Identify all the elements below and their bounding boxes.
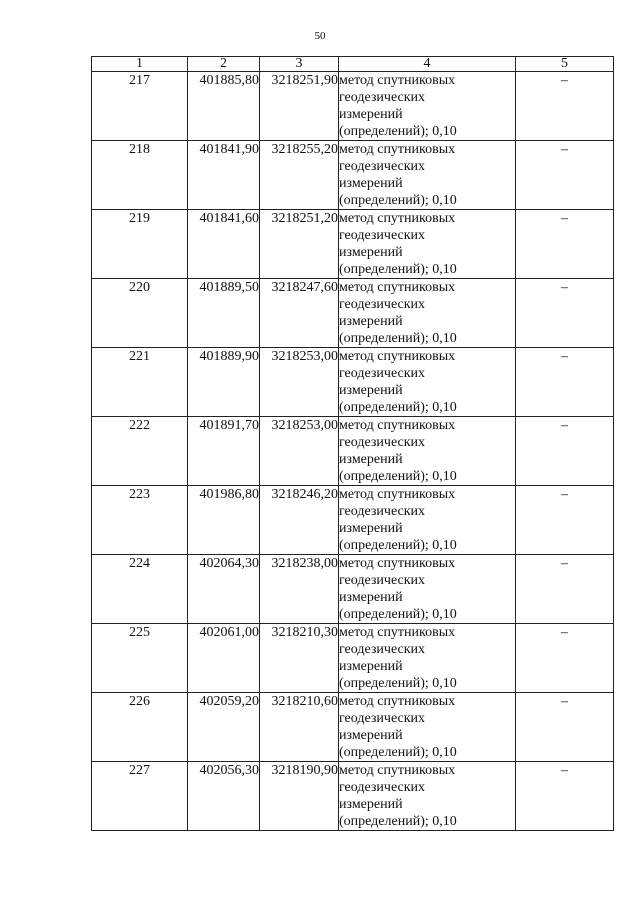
method-description bbox=[339, 279, 516, 348]
header-row bbox=[92, 57, 614, 72]
method-line: метод спутниковых bbox=[339, 487, 456, 502]
method-description bbox=[339, 348, 516, 417]
method-line: (определений); 0,10 bbox=[339, 676, 457, 691]
table-row bbox=[92, 486, 614, 555]
point-number: 217 bbox=[92, 72, 188, 141]
coordinate-x: 401885,80 bbox=[188, 72, 260, 141]
method-line: геодезических bbox=[339, 159, 426, 174]
point-number: 227 bbox=[92, 762, 188, 831]
method-line: измерений bbox=[339, 659, 403, 674]
method-line: геодезических bbox=[339, 366, 426, 381]
method-line: (определений); 0,10 bbox=[339, 262, 457, 277]
method-line: метод спутниковых bbox=[339, 625, 456, 640]
method-line: измерений bbox=[339, 107, 403, 122]
method-line: измерений bbox=[339, 245, 403, 260]
coordinate-y: 3218210,60 bbox=[260, 693, 339, 762]
method-description bbox=[339, 486, 516, 555]
coordinate-x: 402056,30 bbox=[188, 762, 260, 831]
method-line: (определений); 0,10 bbox=[339, 814, 457, 829]
method-description bbox=[339, 72, 516, 141]
point-number: 224 bbox=[92, 555, 188, 624]
coordinate-y: 3218246,20 bbox=[260, 486, 339, 555]
page-number: 50 bbox=[314, 30, 326, 42]
note-dash: – bbox=[516, 141, 614, 210]
method-line: (определений); 0,10 bbox=[339, 607, 457, 622]
note-dash: – bbox=[516, 210, 614, 279]
method-line: (определений); 0,10 bbox=[339, 538, 457, 553]
method-description bbox=[339, 762, 516, 831]
coordinate-x: 401841,90 bbox=[188, 141, 260, 210]
table-row bbox=[92, 624, 614, 693]
coordinate-x: 401889,50 bbox=[188, 279, 260, 348]
note-dash: – bbox=[516, 624, 614, 693]
method-line: геодезических bbox=[339, 297, 426, 312]
coordinate-y: 3218255,20 bbox=[260, 141, 339, 210]
note-dash: – bbox=[516, 348, 614, 417]
method-description bbox=[339, 141, 516, 210]
table-row bbox=[92, 555, 614, 624]
method-line: метод спутниковых bbox=[339, 280, 456, 295]
method-line: измерений bbox=[339, 797, 403, 812]
table-row bbox=[92, 210, 614, 279]
coordinate-y: 3218251,20 bbox=[260, 210, 339, 279]
method-line: (определений); 0,10 bbox=[339, 400, 457, 415]
coordinate-x: 402059,20 bbox=[188, 693, 260, 762]
method-line: метод спутниковых bbox=[339, 694, 456, 709]
method-line: (определений); 0,10 bbox=[339, 193, 457, 208]
coordinate-x: 402061,00 bbox=[188, 624, 260, 693]
point-number: 219 bbox=[92, 210, 188, 279]
header-col-5: 5 bbox=[516, 57, 614, 72]
method-line: измерений bbox=[339, 176, 403, 191]
method-line: метод спутниковых bbox=[339, 142, 456, 157]
method-line: геодезических bbox=[339, 780, 426, 795]
note-dash: – bbox=[516, 486, 614, 555]
point-number: 222 bbox=[92, 417, 188, 486]
table-row bbox=[92, 762, 614, 831]
note-dash: – bbox=[516, 72, 614, 141]
coordinate-x: 401891,70 bbox=[188, 417, 260, 486]
method-line: геодезических bbox=[339, 711, 426, 726]
header-col-1: 1 bbox=[92, 57, 188, 72]
point-number: 226 bbox=[92, 693, 188, 762]
method-line: (определений); 0,10 bbox=[339, 745, 457, 760]
coordinates-table bbox=[91, 56, 614, 831]
note-dash: – bbox=[516, 555, 614, 624]
header-col-3: 3 bbox=[260, 57, 339, 72]
point-number: 223 bbox=[92, 486, 188, 555]
coordinate-x: 401986,80 bbox=[188, 486, 260, 555]
table-row bbox=[92, 693, 614, 762]
coordinate-y: 3218247,60 bbox=[260, 279, 339, 348]
header-col-4: 4 bbox=[339, 57, 516, 72]
method-line: геодезических bbox=[339, 642, 426, 657]
method-line: (определений); 0,10 bbox=[339, 331, 457, 346]
coordinate-x: 401841,60 bbox=[188, 210, 260, 279]
method-line: (определений); 0,10 bbox=[339, 469, 457, 484]
coordinate-x: 402064,30 bbox=[188, 555, 260, 624]
method-line: геодезических bbox=[339, 90, 426, 105]
method-line: измерений bbox=[339, 452, 403, 467]
table-row bbox=[92, 417, 614, 486]
coordinate-y: 3218253,00 bbox=[260, 348, 339, 417]
point-number: 221 bbox=[92, 348, 188, 417]
note-dash: – bbox=[516, 279, 614, 348]
table-row bbox=[92, 141, 614, 210]
coordinate-y: 3218190,90 bbox=[260, 762, 339, 831]
note-dash: – bbox=[516, 762, 614, 831]
method-line: геодезических bbox=[339, 228, 426, 243]
method-description bbox=[339, 555, 516, 624]
method-line: измерений bbox=[339, 314, 403, 329]
method-line: метод спутниковых bbox=[339, 556, 456, 571]
table-row bbox=[92, 348, 614, 417]
note-dash: – bbox=[516, 417, 614, 486]
header-col-2: 2 bbox=[188, 57, 260, 72]
point-number: 218 bbox=[92, 141, 188, 210]
method-line: измерений bbox=[339, 521, 403, 536]
point-number: 225 bbox=[92, 624, 188, 693]
coordinate-y: 3218210,30 bbox=[260, 624, 339, 693]
method-line: измерений bbox=[339, 383, 403, 398]
method-line: геодезических bbox=[339, 504, 426, 519]
method-description bbox=[339, 624, 516, 693]
method-line: измерений bbox=[339, 590, 403, 605]
coordinate-y: 3218251,90 bbox=[260, 72, 339, 141]
table-row bbox=[92, 279, 614, 348]
method-description bbox=[339, 417, 516, 486]
method-description bbox=[339, 210, 516, 279]
coordinate-y: 3218238,00 bbox=[260, 555, 339, 624]
coordinate-y: 3218253,00 bbox=[260, 417, 339, 486]
method-line: метод спутниковых bbox=[339, 349, 456, 364]
method-line: геодезических bbox=[339, 435, 426, 450]
method-line: (определений); 0,10 bbox=[339, 124, 457, 139]
method-line: метод спутниковых bbox=[339, 73, 456, 88]
method-line: геодезических bbox=[339, 573, 426, 588]
coordinate-x: 401889,90 bbox=[188, 348, 260, 417]
table-body bbox=[92, 72, 614, 831]
note-dash: – bbox=[516, 693, 614, 762]
method-line: метод спутниковых bbox=[339, 418, 456, 433]
table-row bbox=[92, 72, 614, 141]
method-line: метод спутниковых bbox=[339, 211, 456, 226]
point-number: 220 bbox=[92, 279, 188, 348]
method-description bbox=[339, 693, 516, 762]
method-line: измерений bbox=[339, 728, 403, 743]
method-line: метод спутниковых bbox=[339, 763, 456, 778]
